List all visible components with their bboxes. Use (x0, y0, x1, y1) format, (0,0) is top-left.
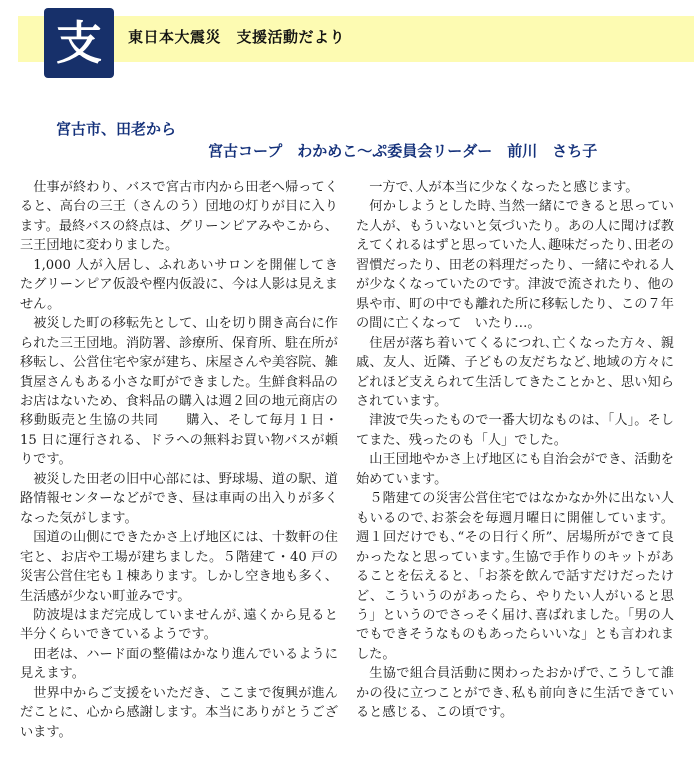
paragraph: 一方で､人が本当に少なくなったと感じます。 (369, 180, 639, 195)
paragraph: 1,000 人が入居し、ふれあいサロンを開催してきたグリーンピア仮設や樫内仮設に、今は人影は見えません。 (20, 257, 338, 312)
paragraph: 仕事が終わり、バスで宮古市内から田老へ帰ってくると、高台の三王（さんのう）団地の灯りが目に入ります。最終バスの終点は、グリーンピアみやこから、三王団地に変わりました。 (20, 180, 338, 254)
paragraph: 防波堤はまだ完成していませんが､遠くから見ると半分くらいできているようです。 (20, 607, 338, 643)
paragraph: 何かしようとした時､当然一緒にできると思っていた人が、もういないと気づいたり。あの人に聞けば教えてくれるはずと思っていた人､趣味だったり､田老の習慣だったり、田老の料理だったり、一緒にやれる人が少なくなっていたのです。津波で流されたり、他の県や市、町の中でも離れた所に移転したり、この７年の間に亡くなって いたり…。 (356, 199, 674, 332)
article-headline: 宮古市、田老から (56, 120, 177, 138)
paragraph: 田老は、ハード面の整備はかなり進んでいるように見えます。 (20, 646, 338, 682)
right-column (356, 178, 674, 723)
paragraph: 津波で失ったもので一番大切なものは、「人」。そしてまた、残ったのも「人」でした。 (356, 413, 674, 448)
paragraph: 国道の山側にできたかさ上げ地区には、十数軒の住宅と、お店や工場が建ちました。５階建て・40 戸の災害公営住宅も１棟あります。しかし空き地も多く、生活感が少ない町並みです。 (20, 530, 338, 604)
paragraph: ５階建ての災害公営住宅ではなかなか外に出ない人もいるので､お茶会を毎週月曜日に開催しています。週１回だけでも､“その日行く所”、居場所ができて良かったなと思っています｡生協で手作りのキットがあることを伝えると､「お茶を飲んで話すだけだったけど、こういうのがあったら、やりたい人がいると思う」というのでさっそく届け､喜ばれました。「男の人でもできそうなものもあったらいいな」とも言われました。 (356, 491, 674, 662)
support-badge-icon: 支 (44, 8, 114, 78)
article-banner (0, 0, 694, 80)
paragraph: 被災した田老の旧中心部には、野球場、道の駅、道路情報センターなどができ、昼は車両の出入りが多くなった気がします。 (20, 471, 338, 526)
paragraph: 生協で組合員活動に関わったおかげで､こうして誰かの役に立つことができ､私も前向きに生活できていると感じる、この頃です。 (356, 666, 674, 721)
left-column (20, 178, 338, 742)
banner-bar (18, 16, 694, 62)
paragraph: 住居が落ち着いてくるにつれ､亡くなった方々、親戚、友人、近隣、子どもの友だちなど､地域の方々にどれほど支えられて生活してきたことかと、思い知らされています。 (356, 335, 674, 409)
article-byline: 宮古コープ わかめこ〜ぷ委員会リーダー 前川 さち子 (208, 142, 598, 160)
series-title: 東日本大震災 支援活動だより (128, 28, 346, 46)
paragraph: 世界中からご支援をいただき、ここまで復興が進んだことに、心から感謝します。本当にありがとうございます。 (20, 685, 338, 740)
paragraph: 被災した町の移転先として、山を切り開き高台に作られた三王団地。消防署、診療所、保育所、駐在所が移転し、公営住宅や家が建ち、床屋さんや美容院、雑貨屋さんもある小さな町ができました。生鮮食料品のお店はないため、食料品の購入は週２回の地元商店の移動販売と生協の共同 購入、そして毎月１日・15 日に運行される、ドラへの無料お買い物バスが頼りです。 (20, 316, 338, 468)
paragraph: 山王団地やかさ上げ地区にも自治会ができ、活動を始めています。 (356, 452, 674, 487)
